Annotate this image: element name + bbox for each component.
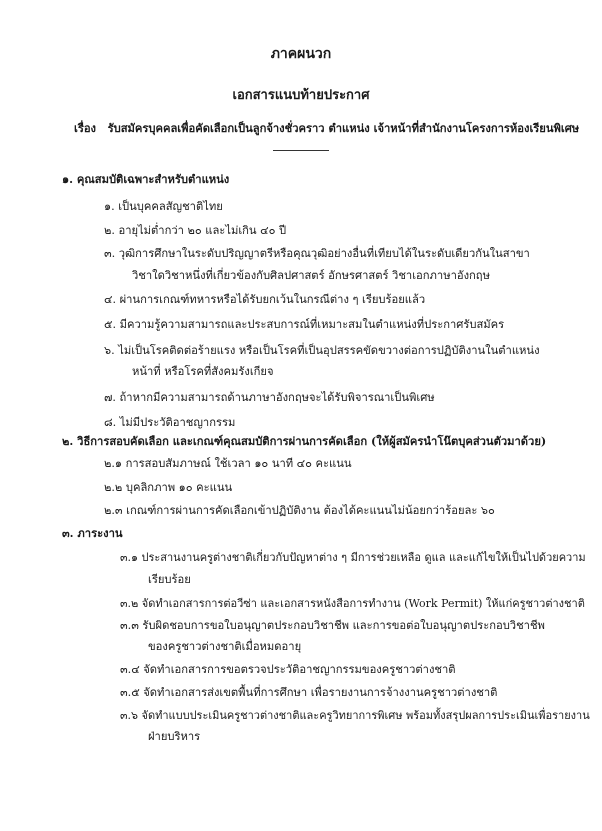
section-1-item: ๔. ผ่านการเกณฑ์ทหารหรือได้รับยกเว้นในกรณีต่าง ๆ เรียบร้อยแล้ว <box>104 293 426 306</box>
section-1-item: ๗. ถ้าหากมีความสามารถด้านภาษาอังกฤษจะได้รับพิจารณาเป็นพิเศษ <box>104 391 435 404</box>
subject-line <box>74 119 580 137</box>
section-1-item: ๒. อายุไม่ต่ำกว่า ๒๐ และไม่เกิน ๔๐ ปี <box>104 224 287 237</box>
title-divider <box>273 150 329 151</box>
section-3-item: ๓.๓ รับผิดชอบการขอใบอนุญาตประกอบวิชาชีพ และการขอต่อใบอนุญาตประกอบวิชาชีพ <box>120 619 545 632</box>
section-1-item: ๓. วุฒิการศึกษาในระดับปริญญาตรีหรือคุณวุฒิอย่างอื่นที่เทียบได้ในระดับเดียวกันในสาขา <box>104 247 530 260</box>
section-3-item: ๓.๑ ประสานงานครูต่างชาติเกี่ยวกับปัญหาต่าง ๆ มีการช่วยเหลือ ดูแล และแก้ไขให้เป็นไปด้วยความ <box>120 551 586 564</box>
section-3-item-cont: เรียบร้อย <box>148 573 191 586</box>
section-3-item-cont: ของครูชาวต่างชาติเมื่อหมดอายุ <box>148 640 302 653</box>
section-1-item-cont: หน้าที่ หรือโรคที่สังคมรังเกียจ <box>132 365 274 378</box>
section-3-heading: ๓. ภาระงาน <box>62 526 123 540</box>
section-3-item: ๓.๖ จัดทำแบบประเมินครูชาวต่างชาติและครูวิทยาการพิเศษ พร้อมทั้งสรุปผลการประเมินเพื่อรายงาน <box>120 709 590 722</box>
section-3-item-cont: ฝ่ายบริหาร <box>148 730 201 743</box>
section-1-item: ๖. ไม่เป็นโรคติดต่อร้ายแรง หรือเป็นโรคที่เป็นอุปสรรคขัดขวางต่อการปฏิบัติงานในตำแหน่ง <box>104 344 540 357</box>
page-title: ภาคผนวก <box>270 46 332 62</box>
section-2-item: ๒.๑ การสอบสัมภาษณ์ ใช้เวลา ๑๐ นาที ๔๐ คะแนน <box>104 457 352 470</box>
section-2-item: ๒.๓ เกณฑ์การผ่านการคัดเลือกเข้าปฏิบัติงาน ต้องได้คะแนนไม่น้อยกว่าร้อยละ ๖๐ <box>104 504 495 517</box>
section-3-item: ๓.๔ จัดทำเอกสารการขอตรวจประวัติอาชญากรรมของครูชาวต่างชาติ <box>120 663 456 676</box>
section-1-item: ๘. ไม่มีประวัติอาชญากรรม <box>104 416 236 429</box>
section-3-item: ๓.๒ จัดทำเอกสารการต่อวีซ่า และเอกสารหนังสือการทำงาน (Work Permit) ให้แก่ครูชาวต่างชาติ <box>120 597 585 610</box>
section-1-heading: ๑. คุณสมบัติเฉพาะสำหรับตำแหน่ง <box>62 172 230 186</box>
section-1-item: ๑. เป็นบุคคลสัญชาติไทย <box>104 200 223 213</box>
section-3-item: ๓.๕ จัดทำเอกสารส่งเขตพื้นที่การศึกษา เพื่อรายงานการจ้างงานครูชาวต่างชาติ <box>120 686 498 699</box>
section-2-heading: ๒. วิธีการสอบคัดเลือก และเกณฑ์คุณสมบัติการผ่านการคัดเลือก (ให้ผู้สมัครนำโน๊ตบุคส่วนตัวมาด้วย) <box>62 434 547 448</box>
subject-text: รับสมัครบุคคลเพื่อคัดเลือกเป็นลูกจ้างชั่วคราว ตำแหน่ง เจ้าหน้าที่สำนักงานโครงการห้องเรียนพิเศษ <box>107 121 580 135</box>
page-subtitle: เอกสารแนบท้ายประกาศ <box>232 88 370 103</box>
section-1-item-cont: วิชาใดวิชาหนึ่งที่เกี่ยวข้องกับศิลปศาสตร์ อักษรศาสตร์ วิชาเอกภาษาอังกฤษ <box>132 269 490 282</box>
section-2-item: ๒.๒ บุคลิกภาพ ๑๐ คะแนน <box>104 481 233 494</box>
subject-label: เรื่อง <box>74 121 97 135</box>
section-1-item: ๕. มีความรู้ความสามารถและประสบการณ์ที่เหมาะสมในตำแหน่งที่ประกาศรับสมัคร <box>104 318 505 331</box>
